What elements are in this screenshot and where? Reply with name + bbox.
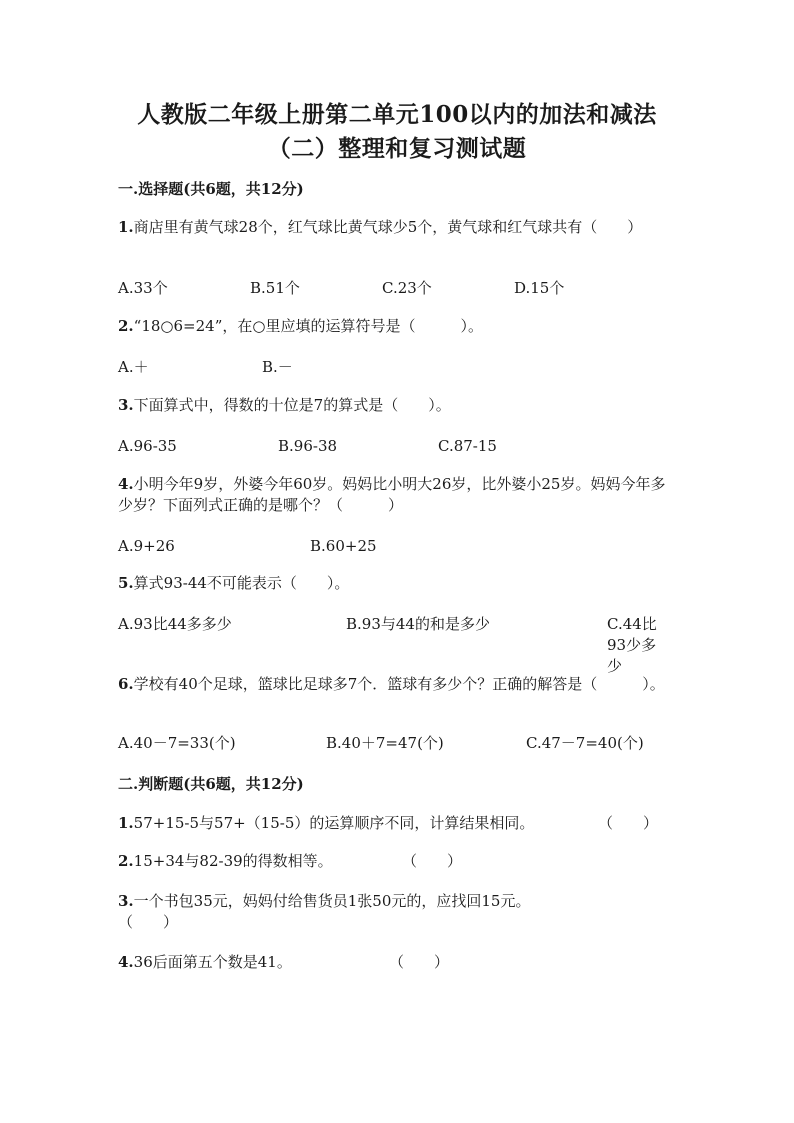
question-number: 6. (118, 675, 134, 693)
question-text: 36后面第五个数是41。 (133, 953, 292, 971)
question-text: 一个书包35元，妈妈付给售货员1张50元的，应找回15元。 (133, 892, 531, 910)
option-c: C.87-15 (438, 437, 497, 455)
judge-question-2 (118, 851, 418, 872)
option-b: B.51个 (250, 279, 300, 297)
section-heading-judge: 二.判断题(共6题，共12分) (118, 775, 304, 793)
page-subtitle: （二）整理和复习测试题 (267, 135, 527, 162)
option-a: A.9+26 (118, 537, 175, 555)
question-5 (118, 573, 678, 594)
question-number: 4. (118, 953, 134, 971)
question-4 (118, 474, 678, 516)
question-6 (118, 674, 678, 695)
answer-blank: （ ） (402, 852, 463, 870)
judge-question-4 (118, 952, 378, 973)
question-1 (118, 217, 678, 238)
question-number: 3. (118, 396, 134, 414)
answer-blank: （ ） (598, 814, 659, 832)
question-number: 4. (118, 475, 134, 493)
option-a: A.96-35 (118, 437, 177, 455)
question-number: 3. (118, 892, 134, 910)
question-text: 学校有40个足球，篮球比足球多7个．篮球有多少个？正确的解答是（ ）。 (133, 675, 665, 693)
question-text: 下面算式中，得数的十位是7的算式是（ ）。 (133, 396, 451, 414)
question-text: 57+15-5与57+（15-5）的运算顺序不同，计算结果相同。 (133, 814, 535, 832)
question-text: 15+34与82-39的得数相等。 (133, 852, 333, 870)
question-text: 商店里有黄气球28个，红气球比黄气球少5个，黄气球和红气球共有（ ） (133, 218, 643, 236)
option-b: B.93与44的和是多少 (346, 615, 490, 633)
answer-blank: （ ） (389, 953, 450, 971)
option-d: D.15个 (514, 279, 565, 297)
question-text: 算式93-44不可能表示（ ）。 (133, 574, 350, 592)
option-b: B.－ (262, 358, 293, 376)
question-number: 5. (118, 574, 134, 592)
section-heading-choice: 一.选择题(共6题，共12分) (118, 180, 304, 198)
page-title: 人教版二年级上册第二单元100以内的加法和减法 (137, 101, 657, 128)
option-c: C.44比93少多少 (607, 615, 657, 675)
answer-blank: （ ） (118, 913, 179, 931)
question-number: 1. (118, 814, 134, 832)
option-b: B.96-38 (278, 437, 338, 455)
question-text: “18○6=24”，在○里应填的运算符号是（ ）。 (133, 317, 483, 335)
question-2 (118, 316, 678, 337)
option-c: C.47－7=40(个) (526, 734, 644, 752)
judge-question-3 (118, 891, 678, 912)
option-a: A.93比44多多少 (118, 615, 232, 633)
option-a: A.＋ (118, 358, 149, 376)
question-3 (118, 395, 678, 416)
question-text: 小明今年9岁，外婆今年60岁。妈妈比小明大26岁，比外婆小25岁。妈妈今年多少岁？下面列式正确的是哪个？（ ） (118, 475, 666, 514)
question-number: 1. (118, 218, 134, 236)
question-number: 2. (118, 317, 134, 335)
option-a: A.33个 (118, 279, 168, 297)
option-b: B.60+25 (310, 537, 377, 555)
option-b: B.40＋7=47(个) (326, 734, 444, 752)
question-number: 2. (118, 852, 134, 870)
option-c: C.23个 (382, 279, 432, 297)
option-a: A.40－7=33(个) (118, 734, 236, 752)
